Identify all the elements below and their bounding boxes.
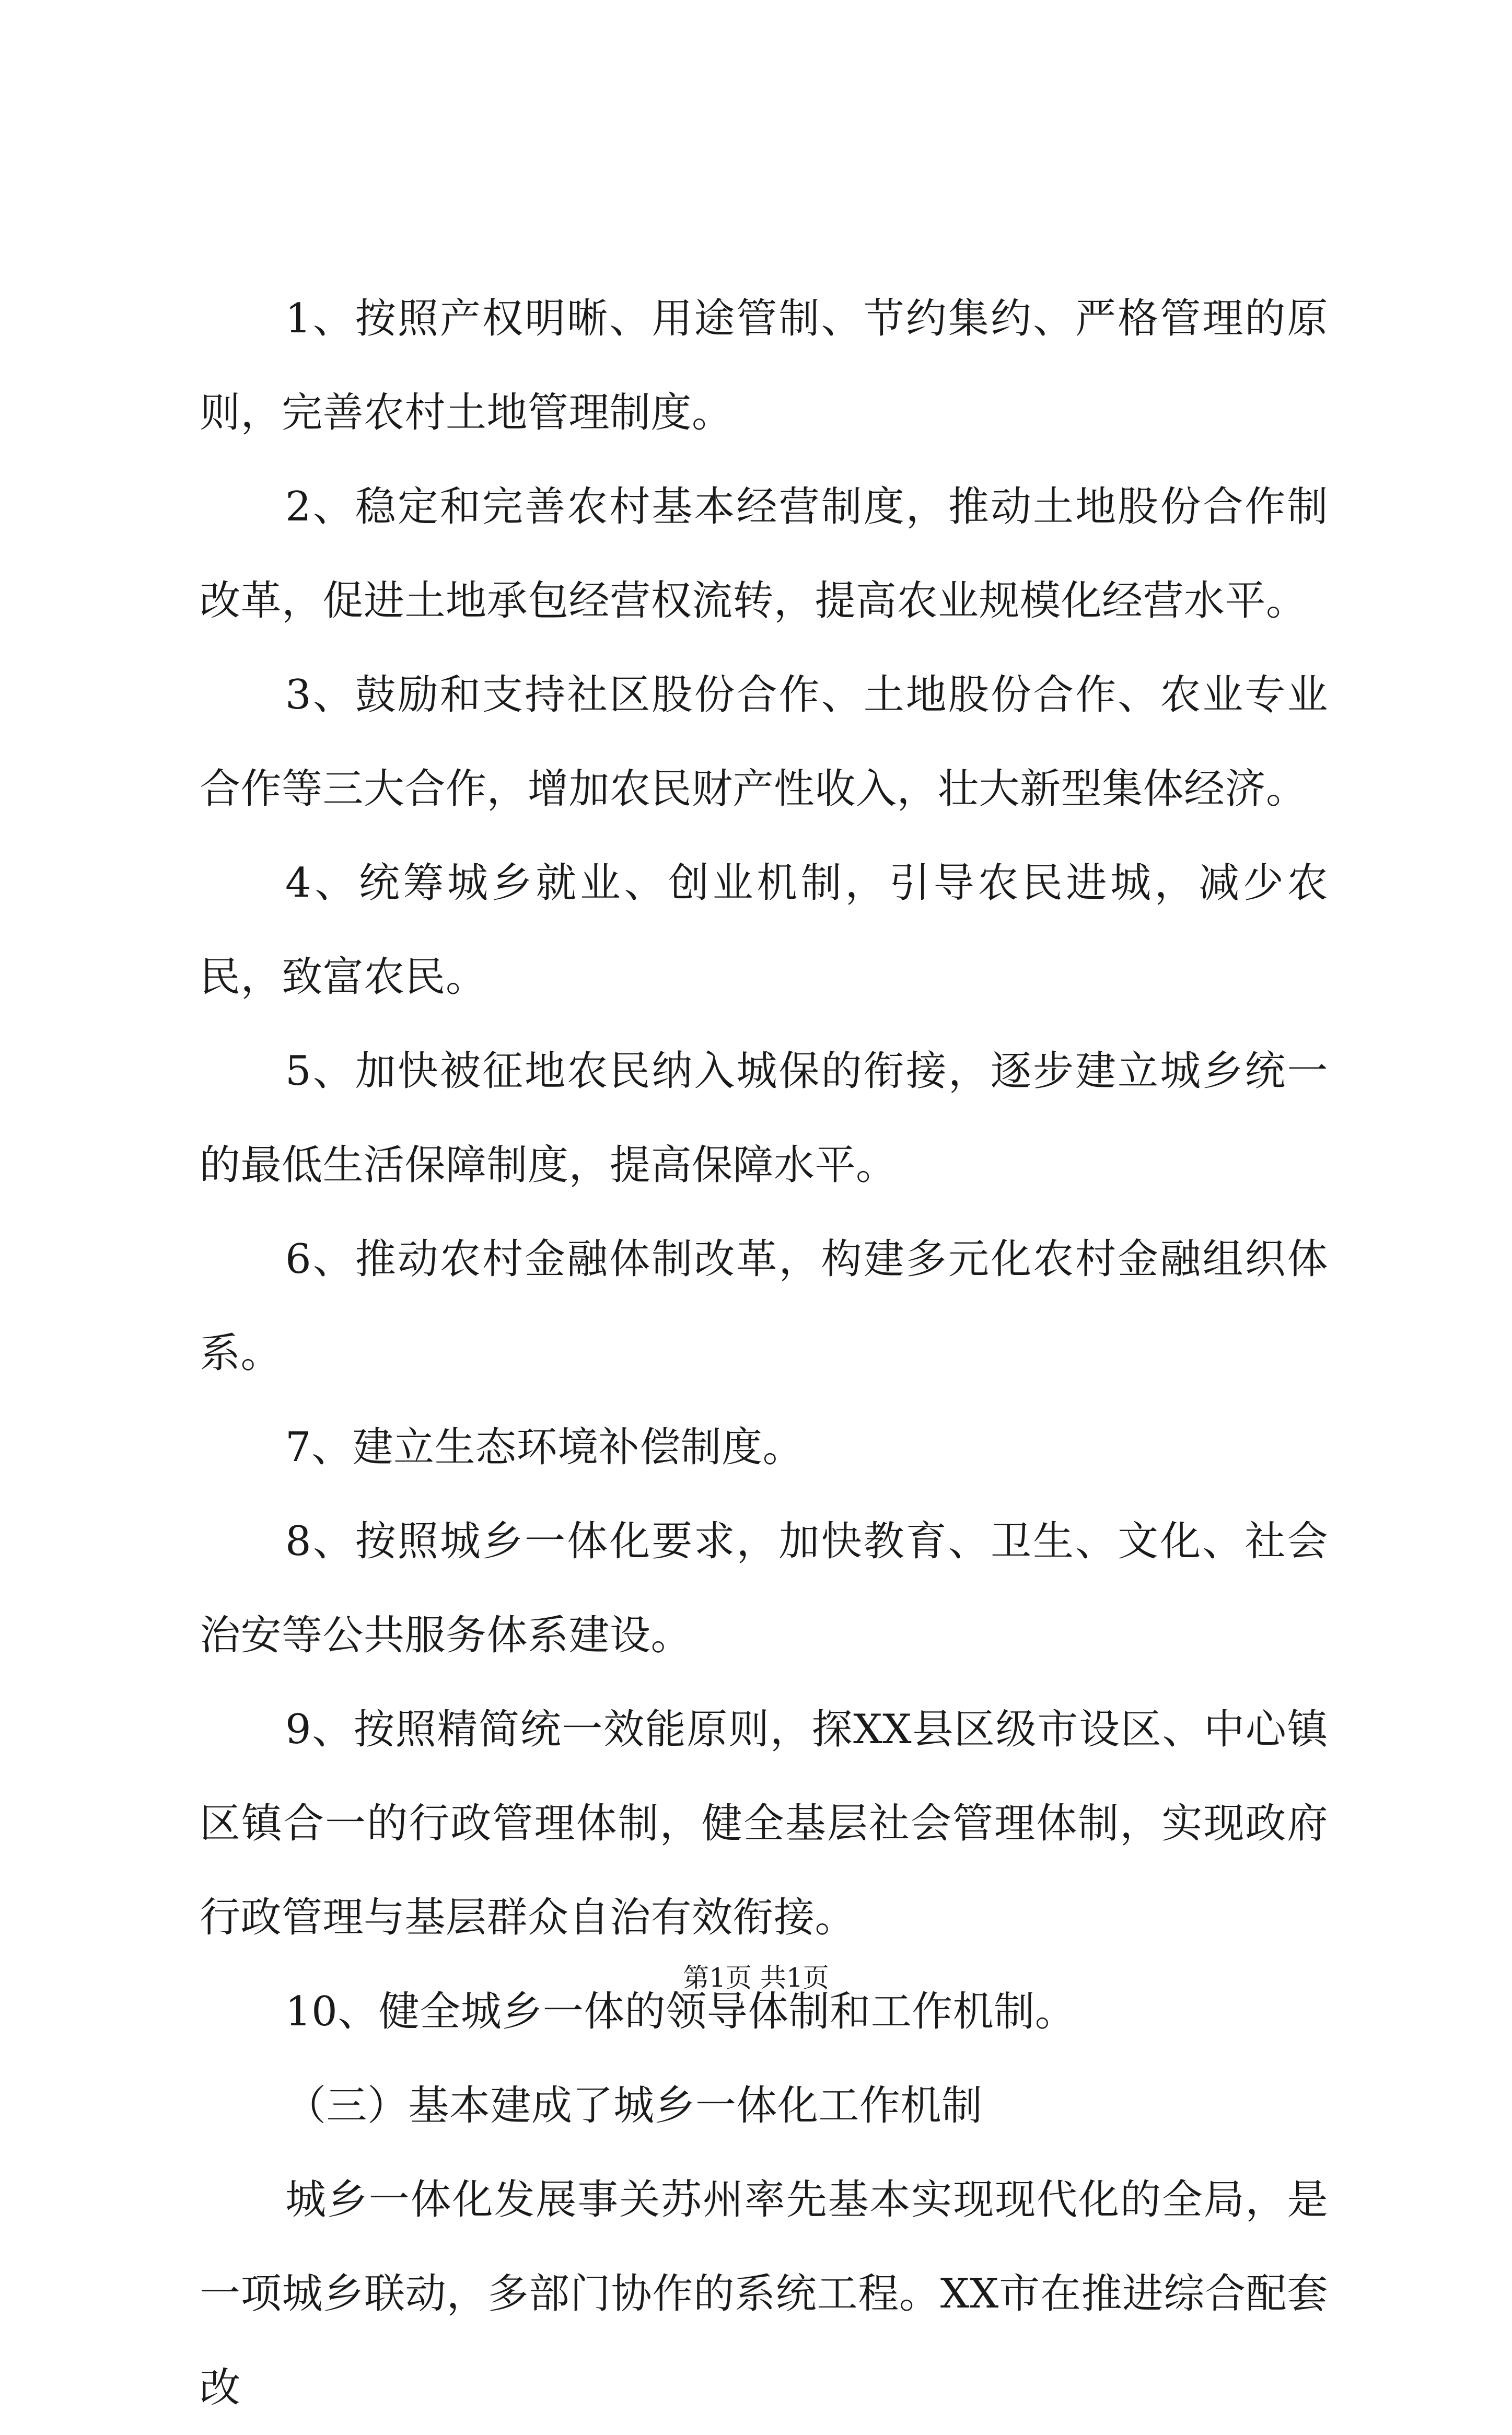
- section-heading: （三）基本建成了城乡一体化工作机制: [285, 2082, 983, 2129]
- paragraph-item-3: 3、鼓励和支持社区股份合作、土地股份合作、农业专业合作等三大合作，增加农民财产性收入，壮大新型集体经济。: [200, 671, 1328, 813]
- paragraph-item-6: 6、推动农村金融体制改革，构建多元化农村金融组织体系。: [200, 1236, 1328, 1377]
- page-footer: 第1页 共1页: [683, 1963, 829, 1993]
- body-paragraph: 城乡一体化发展事关苏州率先基本实现现代化的全局，是一项城乡联动，多部门协作的系统工程。XX市在推进综合配套改: [200, 2176, 1328, 2411]
- paragraph-item-9: 9、按照精简统一效能原则，探XX县区级市设区、中心镇区镇合一的行政管理体制，健全基层社会管理体制，实现政府行政管理与基层群众自治有效衔接。: [200, 1706, 1328, 1941]
- paragraph-item-5: 5、加快被征地农民纳入城保的衔接，逐步建立城乡统一的最低生活保障制度，提高保障水平。: [200, 1048, 1328, 1189]
- paragraph-item-10: 10、健全城乡一体的领导体制和工作机制。: [285, 1988, 1076, 2035]
- document-body: [200, 272, 1328, 2435]
- paragraph-item-2: 2、稳定和完善农村基本经营制度，推动土地股份合作制改革，促进土地承包经营权流转，提高农业规模化经营水平。: [200, 483, 1328, 624]
- paragraph-item-4: 4、统筹城乡就业、创业机制，引导农民进城，减少农民，致富农民。: [200, 860, 1328, 1001]
- paragraph-item-8: 8、按照城乡一体化要求，加快教育、卫生、文化、社会治安等公共服务体系建设。: [200, 1518, 1328, 1659]
- paragraph-item-7: 7、建立生态环境补偿制度。: [285, 1424, 804, 1471]
- paragraph-item-1: 1、按照产权明晰、用途管制、节约集约、严格管理的原则，完善农村土地管理制度。: [200, 295, 1328, 436]
